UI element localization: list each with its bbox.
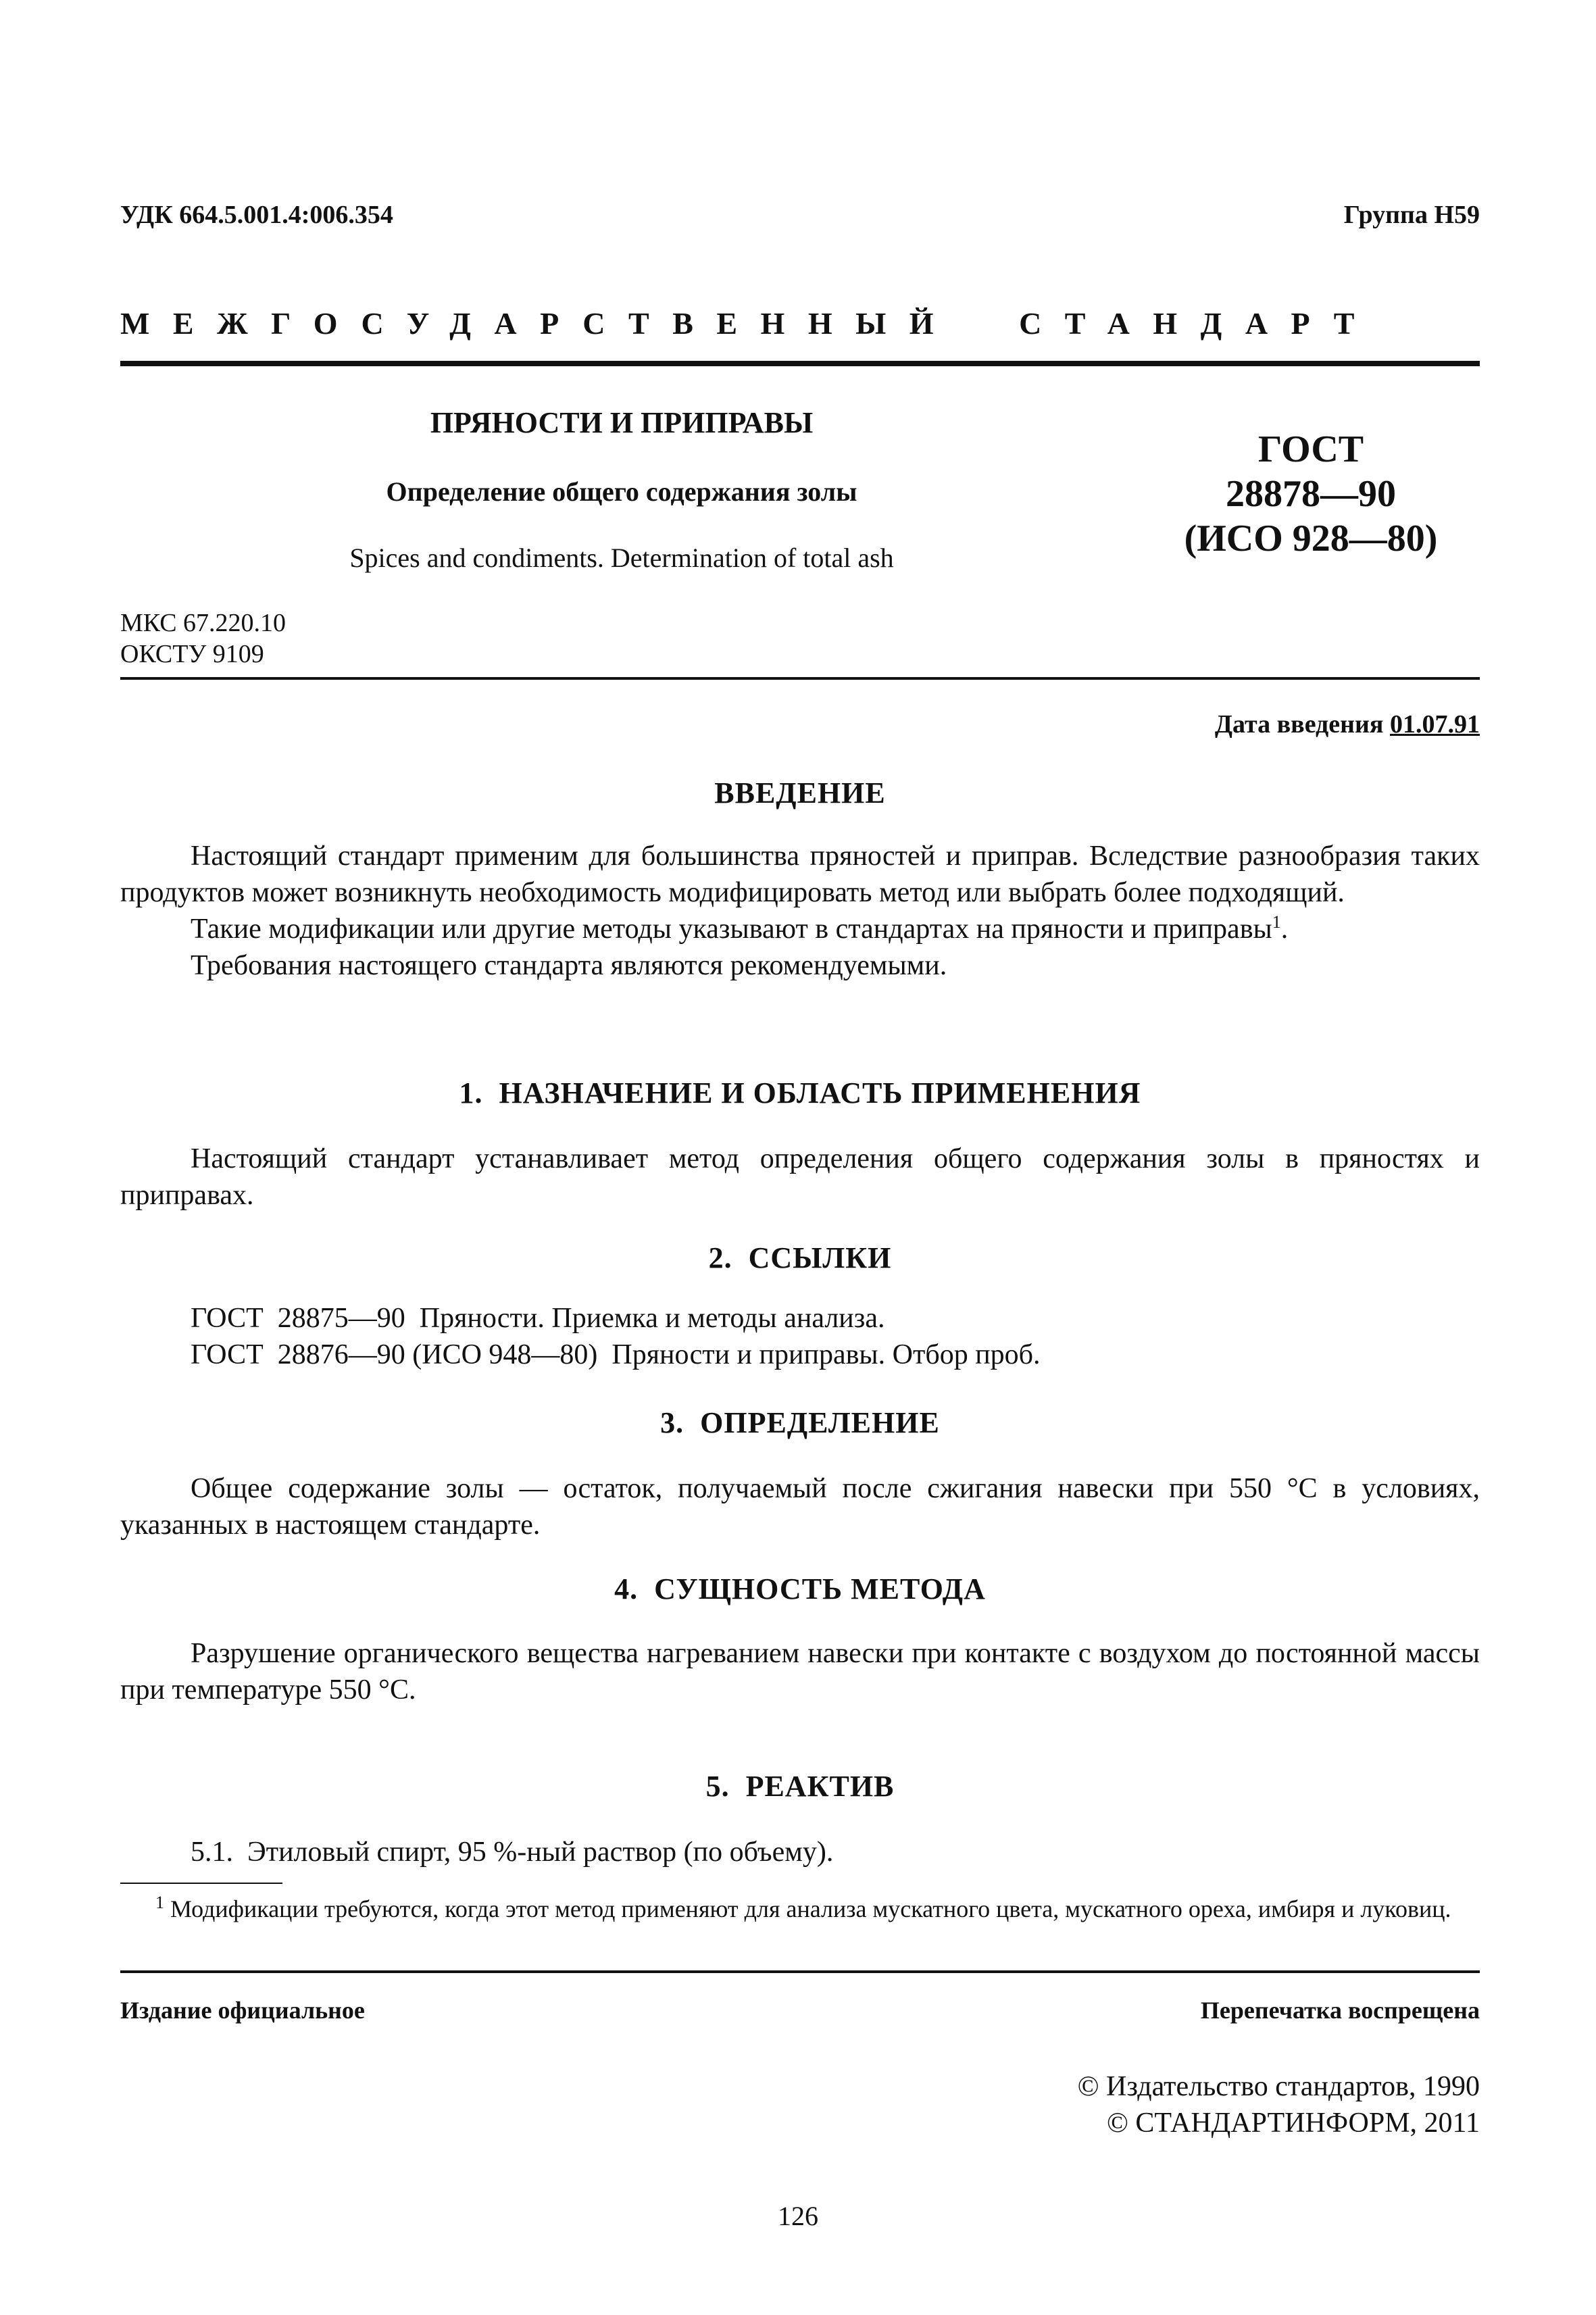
intro-body [120, 838, 1480, 984]
footer-rule [120, 1970, 1480, 1973]
section-1-heading: 1. НАЗНАЧЕНИЕ И ОБЛАСТЬ ПРИМЕНЕНИЯ [459, 1076, 1141, 1110]
page-number: 126 [778, 2201, 818, 2231]
section-2-body [120, 1300, 1480, 1373]
section-2-heading: 2. ССЫЛКИ [708, 1241, 892, 1274]
section-5-heading: 5. РЕАКТИВ [705, 1770, 895, 1803]
section-1-body [120, 1141, 1480, 1214]
section-4-paragraph: Разрушение органического вещества нагреванием навески при контакте с воздухом до постоянной массы при температуре 550 °С. [120, 1638, 1480, 1706]
gost-number: 28878—90 [1226, 473, 1396, 515]
official-edition: Издание официальное [120, 1997, 365, 2024]
footnote-ref: 1 [1272, 912, 1281, 932]
okstu-code: ОКСТУ 9109 [120, 640, 264, 668]
reprint-prohibited: Перепечатка воспрещена [1200, 1997, 1480, 2024]
reference-2: ГОСТ 28876—90 (ИСО 948—80) Пряности и приправы. Отбор проб. [191, 1339, 1041, 1370]
section-3-heading: 3. ОПРЕДЕЛЕНИЕ [660, 1406, 940, 1439]
footnote [120, 1892, 1480, 1926]
intro-paragraph-2-end: . [1280, 914, 1289, 945]
intro-paragraph-2 [120, 911, 1480, 947]
intro-paragraph-3: Требования настоящего стандарта являются рекомендуемыми. [191, 950, 947, 981]
reference-1: ГОСТ 28875—90 Пряности. Приемка и методы анализа. [191, 1303, 885, 1334]
mks-code: МКС 67.220.10 [120, 609, 286, 637]
section-5-body [120, 1834, 1480, 1870]
footnote-text: Модификации требуются, когда этот метод применяют для анализа мускатного цвета, мускатного ореха, имбиря и луковиц. [164, 1895, 1451, 1922]
gost-label: ГОСТ [1257, 428, 1364, 470]
copyright-2: © СТАНДАРТИНФОРМ, 2011 [1107, 2108, 1480, 2139]
document-subtitle: Определение общего содержания золы [386, 476, 857, 507]
section-3-paragraph: Общее содержание золы — остаток, получаемый после сжигания навески при 550 °С в условиях, указанных в настоящем стандарте. [120, 1473, 1480, 1541]
footnote-mark: 1 [155, 1893, 164, 1912]
gost-designation [1149, 427, 1473, 561]
english-title: Spices and condiments. Determination of total ash [349, 543, 894, 573]
title-block-rule [120, 677, 1480, 680]
iso-number: (ИСО 928—80) [1184, 518, 1438, 559]
intro-paragraph-1: Настоящий стандарт применим для большинства пряностей и приправ. Вследствие разнообразия таких продуктов может возникнуть необходимость модифицировать метод или выбрать более подходящий. [120, 841, 1480, 908]
udk-code: УДК 664.5.001.4:006.354 [120, 201, 393, 229]
clause-5-1: 5.1. Этиловый спирт, 95 %-ный раствор (по объему). [191, 1837, 834, 1868]
header-rule [120, 361, 1480, 366]
section-4-heading: 4. СУЩНОСТЬ МЕТОДА [614, 1572, 986, 1605]
introduction-date-label: Дата введения [1214, 710, 1384, 739]
intro-heading: ВВЕДЕНИЕ [714, 776, 886, 810]
document-title: ПРЯНОСТИ И ПРИПРАВЫ [430, 406, 814, 439]
standard-banner-text: МЕЖГОСУДАРСТВЕННЫЙ СТАНДАРТ [120, 306, 1378, 341]
section-4-body [120, 1635, 1480, 1708]
introduction-date-value: 01.07.91 [1390, 710, 1480, 739]
section-1-paragraph: Настоящий стандарт устанавливает метод определения общего содержания золы в пряностях и приправах. [120, 1143, 1480, 1211]
copyright-1: © Издательство стандартов, 1990 [1077, 2071, 1480, 2102]
introduction-date [1215, 710, 1480, 739]
intro-paragraph-2-text: Такие модификации или другие методы указывают в стандартах на пряности и приправы [191, 914, 1272, 945]
section-3-body [120, 1470, 1480, 1543]
standard-banner [120, 305, 1480, 341]
group-code: Группа Н59 [1343, 201, 1480, 229]
footnote-separator [120, 1883, 282, 1884]
